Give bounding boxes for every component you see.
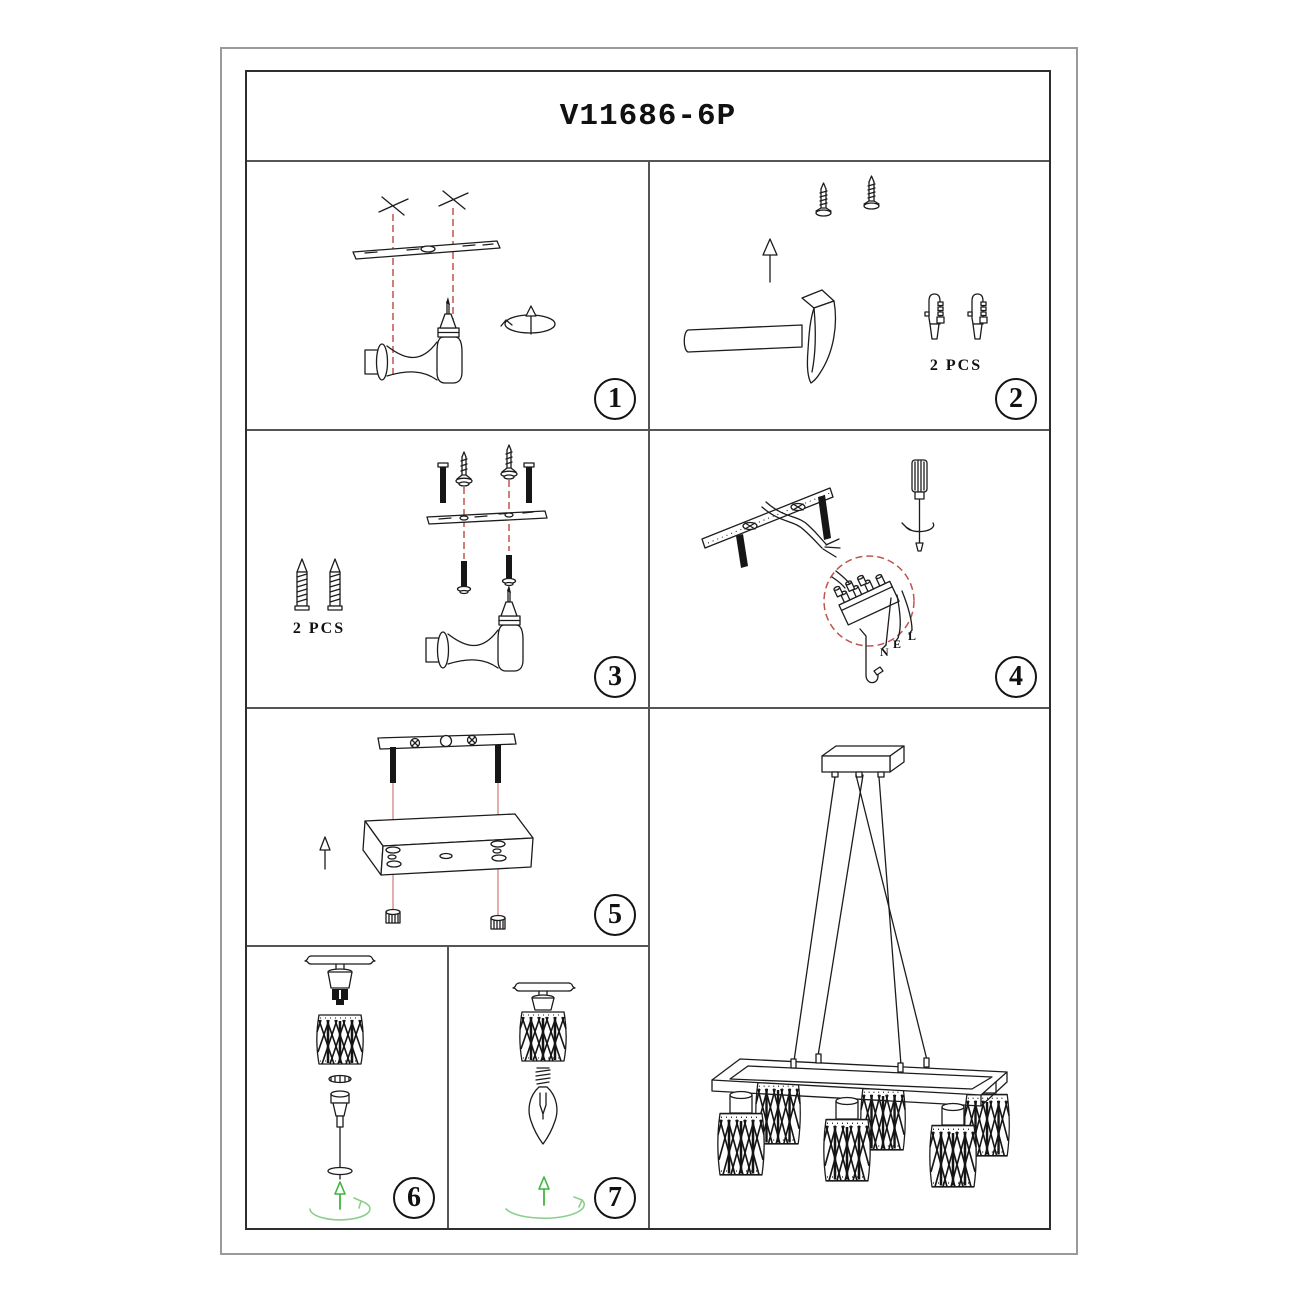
sheet-inner-frame xyxy=(245,70,1051,1230)
step-1-badge xyxy=(594,378,636,420)
step-7-number: 7 xyxy=(608,1182,622,1213)
title-box xyxy=(247,72,1049,162)
threaded-rod xyxy=(818,495,831,540)
panel-step-6 xyxy=(247,947,449,1228)
cap-nut xyxy=(386,910,400,924)
screwdriver-icon xyxy=(902,460,934,551)
hammer-icon xyxy=(684,290,835,383)
light-bulb-icon xyxy=(529,1068,557,1144)
threaded-rod xyxy=(736,534,748,568)
screw-icon xyxy=(295,559,309,610)
rotate-arrow-icon xyxy=(506,1177,584,1218)
step-5-badge xyxy=(594,894,636,936)
step-6-badge xyxy=(393,1177,435,1219)
canopy-box xyxy=(822,746,904,777)
panel-step-5 xyxy=(247,709,650,947)
panel-step-2 xyxy=(650,162,1049,431)
drill-icon xyxy=(426,585,523,671)
ceiling-mounting-plate xyxy=(353,241,500,259)
socket-holder xyxy=(328,969,352,1005)
threaded-rod xyxy=(458,561,471,594)
step-3-number: 3 xyxy=(608,661,622,692)
up-arrow-icon xyxy=(320,837,330,869)
model-number: V11686-6P xyxy=(559,98,737,134)
wire-label-n: N xyxy=(880,645,889,659)
socket-holder xyxy=(532,995,554,1010)
frame-fragment xyxy=(305,956,375,970)
wall-anchor-icon xyxy=(968,294,987,339)
panel-step-7 xyxy=(449,947,650,1228)
panel-step-3 xyxy=(247,431,650,709)
panel-step-1 xyxy=(247,162,650,431)
drill-icon xyxy=(365,297,462,383)
step-4-drawing xyxy=(650,431,1047,707)
step-6-number: 6 xyxy=(407,1182,421,1213)
rotate-arrow-icon xyxy=(501,306,555,334)
step-4-number: 4 xyxy=(1009,661,1023,692)
panel-step-4 xyxy=(650,431,1049,709)
drill-position-marks xyxy=(379,191,468,215)
screw-icon xyxy=(816,183,831,216)
step-1-drawing xyxy=(247,162,648,429)
qty-label: 2 PCS xyxy=(929,357,983,374)
hanger-screw-icon xyxy=(456,452,472,486)
wall-anchor-icon xyxy=(925,294,944,339)
step-1-number: 1 xyxy=(608,383,622,414)
step-4-badge xyxy=(995,656,1037,698)
wire-label-e: E xyxy=(893,637,902,651)
screw-icon xyxy=(864,176,879,209)
step-7-badge xyxy=(594,1177,636,1219)
cap-nut xyxy=(491,916,505,930)
step-5-number: 5 xyxy=(608,899,622,930)
shade-ring xyxy=(329,1076,351,1083)
screw-icon xyxy=(328,559,342,610)
lamp-shade xyxy=(317,1015,364,1064)
chandelier-assembly-drawing xyxy=(650,709,1047,1226)
wire-label-l: L xyxy=(908,629,917,643)
threaded-rod xyxy=(438,463,448,503)
step-2-drawing xyxy=(650,162,1047,429)
panel-final-assembly xyxy=(650,709,1049,1228)
threaded-rod xyxy=(503,555,516,586)
ceiling-mounting-plate xyxy=(427,511,547,524)
threaded-rod xyxy=(390,745,501,783)
mounted-bracket xyxy=(702,488,833,568)
threaded-rod xyxy=(524,463,534,503)
canopy-box xyxy=(363,814,533,875)
step-3-drawing xyxy=(247,431,648,707)
up-arrow-icon xyxy=(763,239,777,282)
hanger-screw-icon xyxy=(501,445,517,479)
step-3-badge xyxy=(594,656,636,698)
lamp-shade xyxy=(520,1012,567,1061)
finial-rod xyxy=(328,1091,352,1179)
step-2-badge xyxy=(995,378,1037,420)
rotate-arrow-icon xyxy=(310,1182,370,1220)
qty-label: 2 PCS xyxy=(292,620,346,637)
suspension-wires xyxy=(794,775,927,1065)
step-5-drawing xyxy=(247,709,648,945)
step-2-number: 2 xyxy=(1009,383,1023,414)
